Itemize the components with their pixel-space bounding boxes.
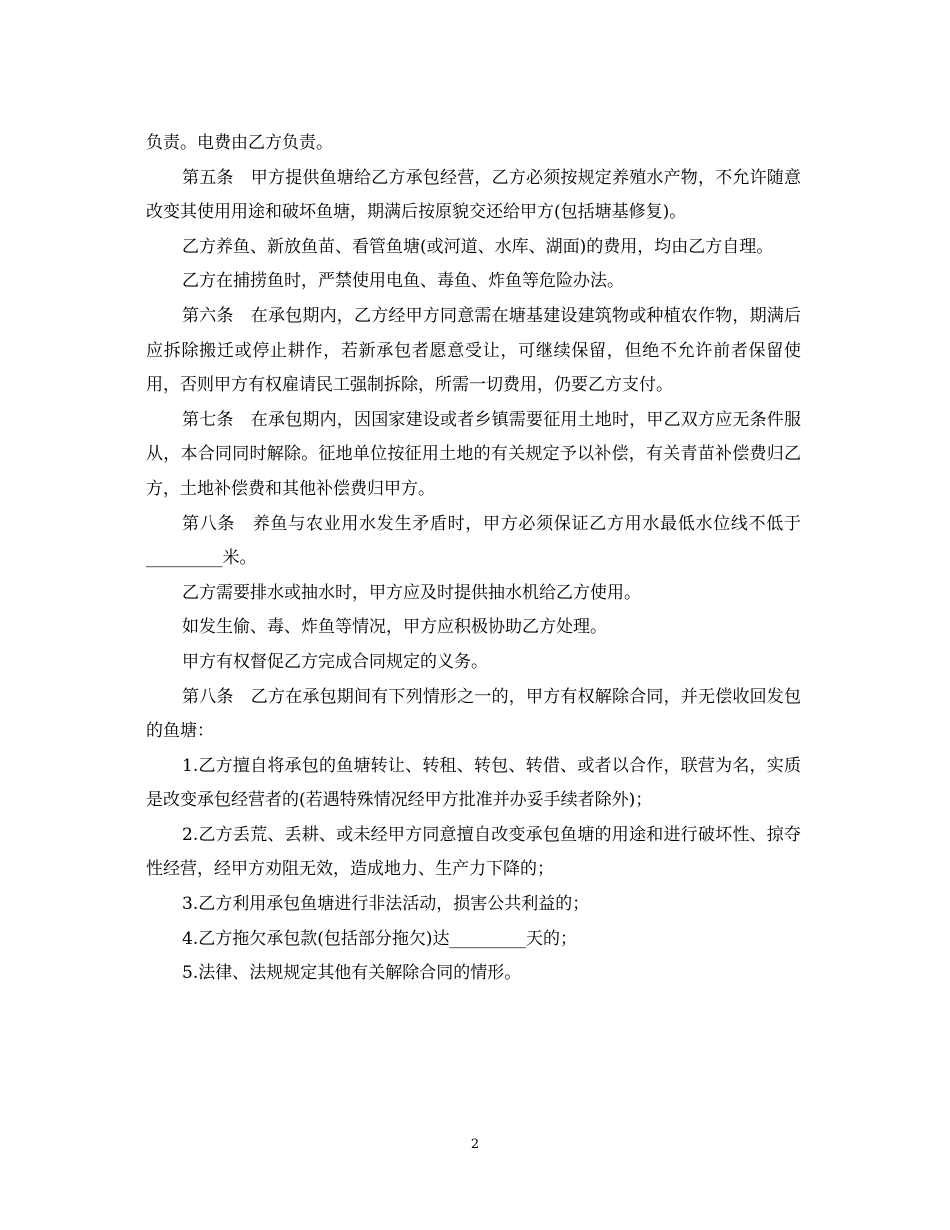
list-item: 4.乙方拖欠承包款(包括部分拖欠)达_________天的；: [182, 928, 577, 949]
paragraph: 乙方养鱼、新放鱼苗、看管鱼塘(或河道、水库、湖面)的费用，均由乙方自理。: [182, 236, 774, 257]
paragraph: 如发生偷、毒、炸鱼等情况，甲方应积极协助乙方处理。: [182, 617, 607, 638]
paragraph: 乙方需要排水或抽水时，甲方应及时提供抽水机给乙方使用。: [182, 582, 641, 603]
paragraph: 负责。电费由乙方负责。: [146, 133, 333, 153]
page-number: 2: [470, 1137, 480, 1152]
paragraph-article-7: 第七条 在承包期内，因国家建设或者乡镇需要征用土地时，甲乙双方应无条件服从，本合同同时解除。征地单位按征用土地的有关规定予以补偿，有关青苗补偿费归乙方，土地补偿费和其他补偿费归甲方。: [146, 409, 801, 499]
paragraph-article-5: 第五条 甲方提供鱼塘给乙方承包经营，乙方必须按规定养殖水产物，不允许随意改变其使用用途和破坏鱼塘，期满后按原貌交还给甲方(包括塘基修复)。: [146, 167, 801, 223]
list-item: 1.乙方擅自将承包的鱼塘转让、转租、转包、转借、或者以合作，联营为名，实质是改变承包经营者的(若遇特殊情况经甲方批准并办妥手续者除外)；: [146, 755, 801, 811]
list-item: 5.法律、法规规定其他有关解除合同的情形。: [182, 963, 522, 984]
paragraph-article-8: 第八条 养鱼与农业用水发生矛盾时，甲方必须保证乙方用水最低水位线不低于_________米。: [146, 513, 801, 569]
paragraph: 甲方有权督促乙方完成合同规定的义务。: [182, 651, 488, 672]
paragraph-article-8b: 第八条 乙方在承包期间有下列情形之一的，甲方有权解除合同，并无偿收回发包的鱼塘：: [146, 686, 801, 742]
paragraph-article-6: 第六条 在承包期内，乙方经甲方同意需在塘基建设建筑物或种植农作物，期满后应拆除搬迁或停止耕作，若新承包者愿意受让，可继续保留，但绝不允许前者保留使用，否则甲方有权雇请民工强制拆除，所需一切费用，仍要乙方支付。: [146, 305, 801, 396]
paragraph: 乙方在捕捞鱼时，严禁使用电鱼、毒鱼、炸鱼等危险办法。: [182, 271, 624, 292]
list-item: 3.乙方利用承包鱼塘进行非法活动，损害公共利益的；: [182, 894, 590, 915]
document-body: [146, 126, 801, 991]
list-item: 2.乙方丢荒、丢耕、或未经甲方同意擅自改变承包鱼塘的用途和进行破坏性、掠夺性经营，经甲方劝阻无效，造成地力、生产力下降的；: [146, 824, 801, 880]
